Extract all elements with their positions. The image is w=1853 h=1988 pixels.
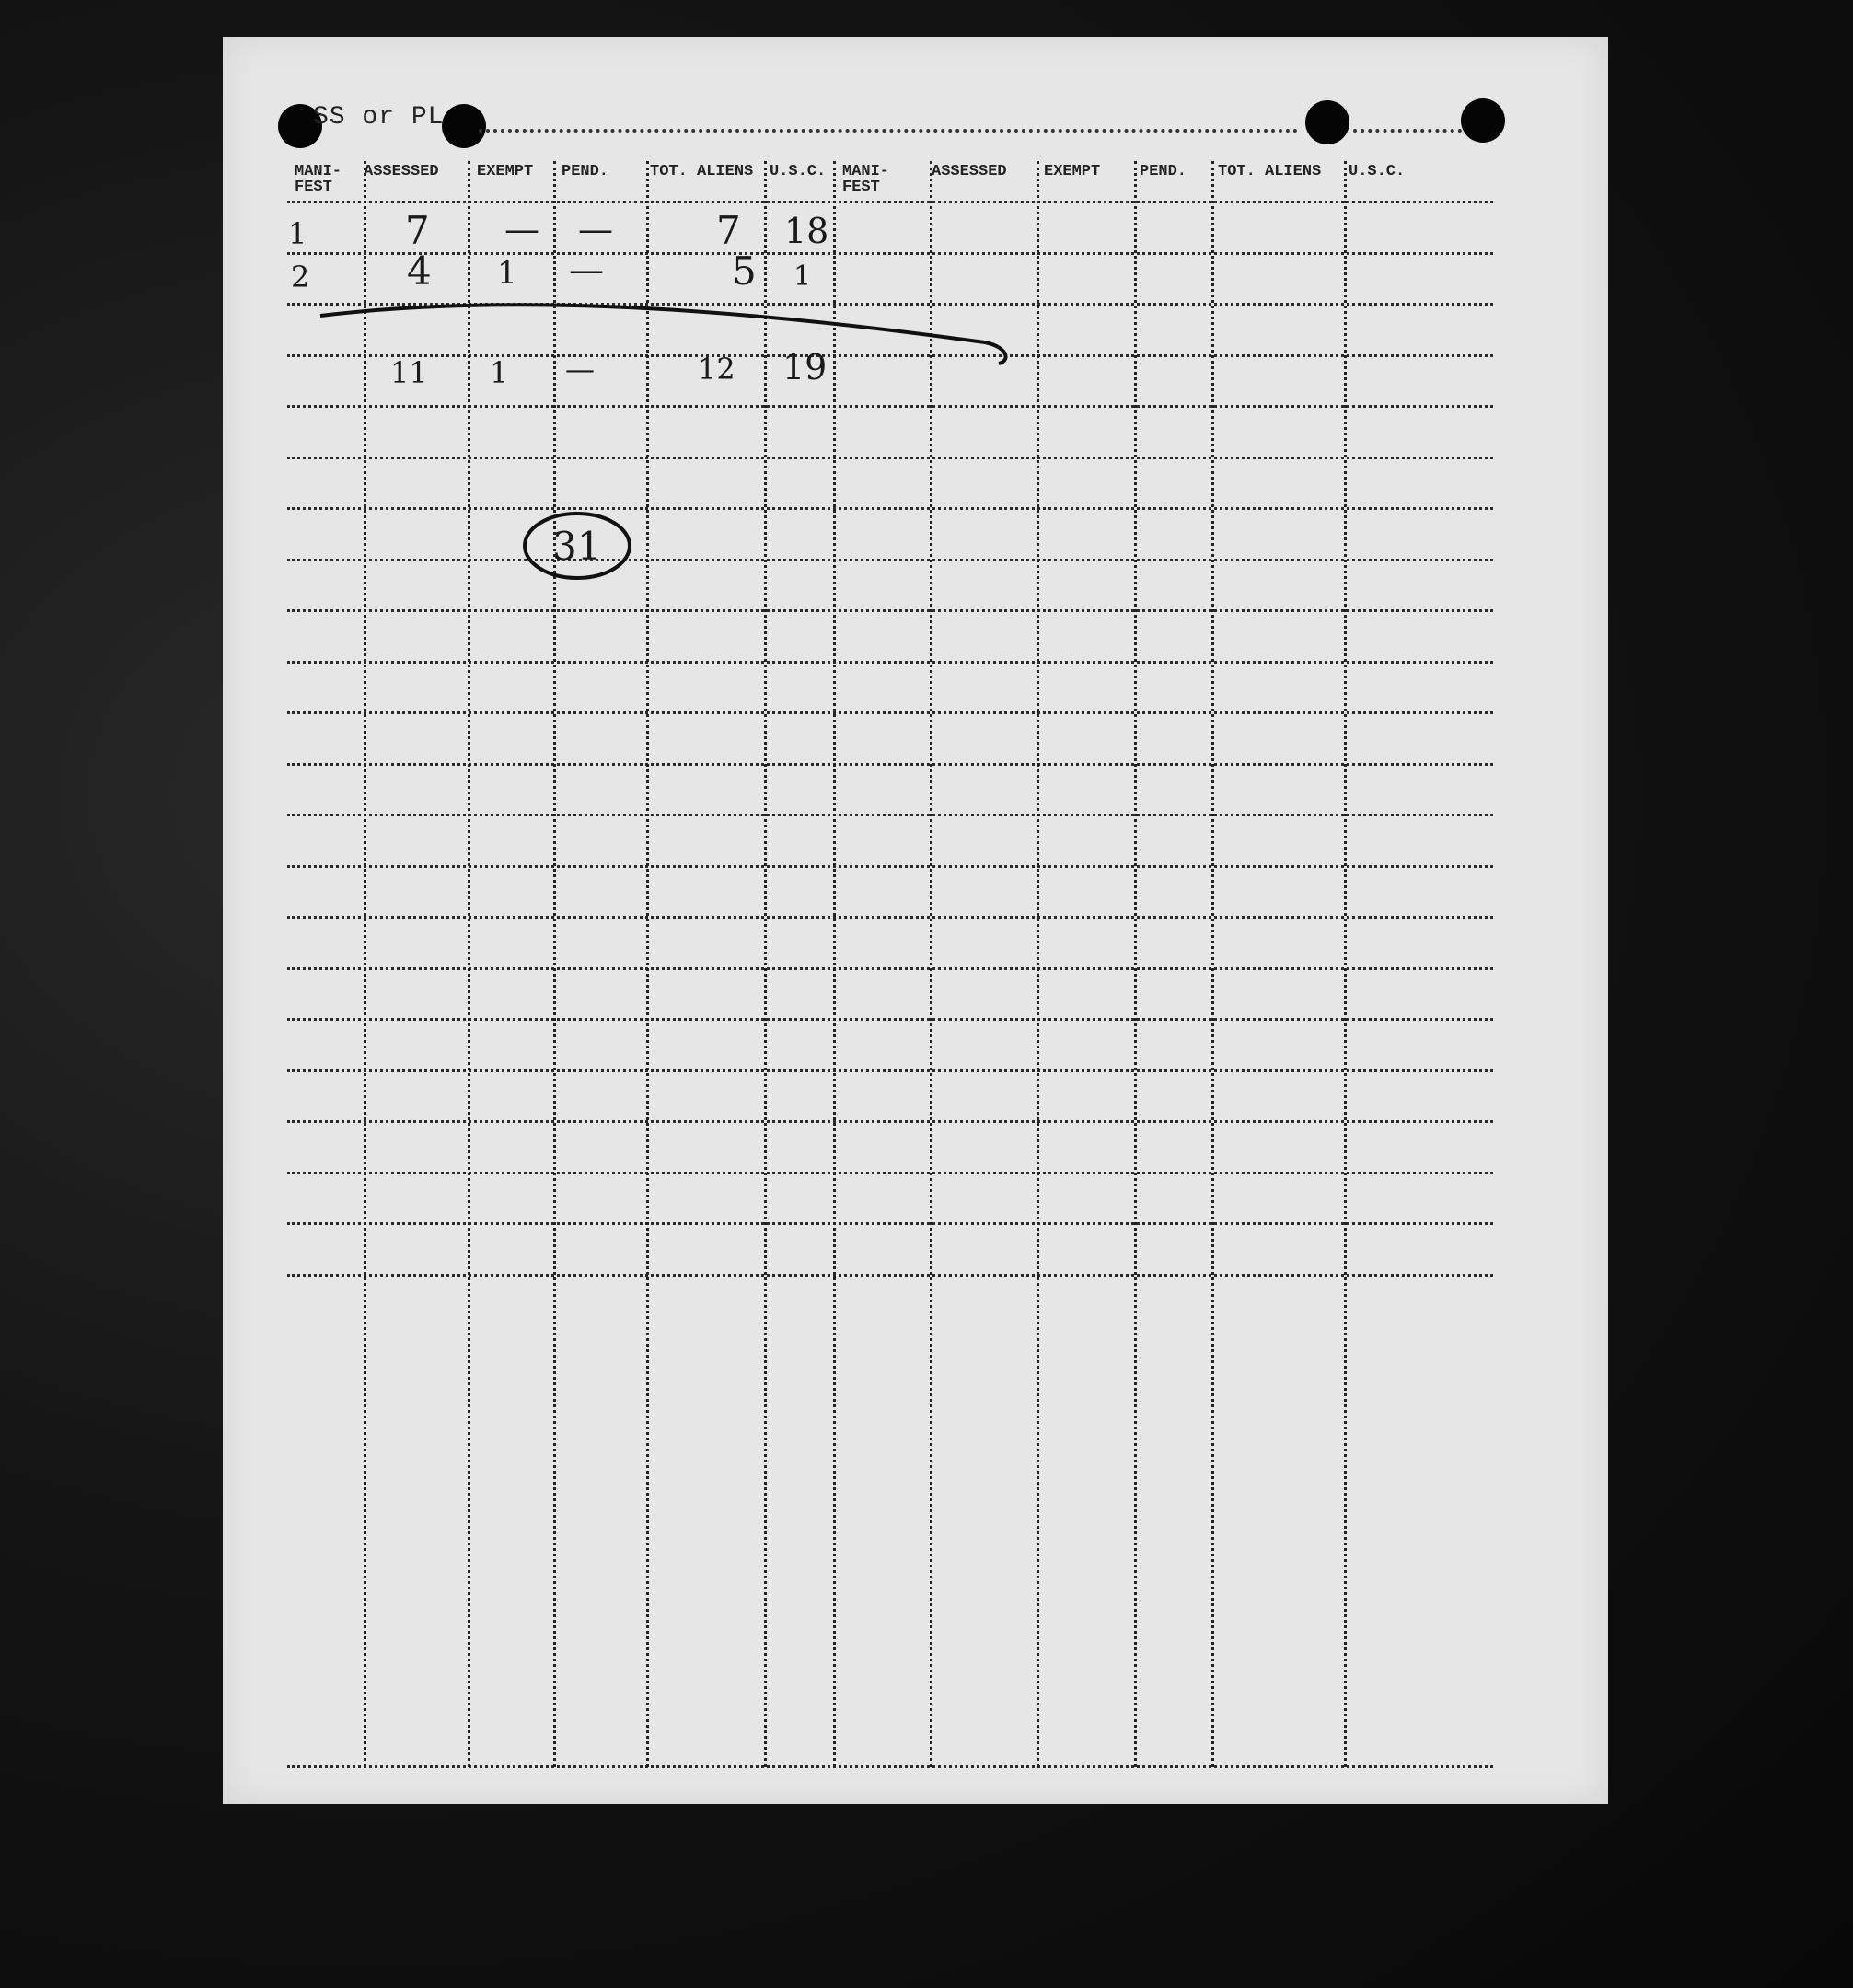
row2-exempt: 1 (497, 255, 517, 292)
row2-usc: 1 (793, 260, 812, 293)
total-pend: — (565, 352, 595, 387)
row2-pend: — (569, 249, 604, 290)
total-tot-aliens: 12 (698, 352, 735, 387)
col-header-manifest-1: MANI- FEST (295, 163, 342, 196)
col-header-exempt-1: EXEMPT (477, 163, 534, 180)
col-header-usc-2: U.S.C. (1349, 163, 1406, 180)
row2-assessed: 4 (407, 248, 432, 294)
total-usc: 19 (782, 347, 828, 387)
col-header-assessed-1: ASSESSED (364, 163, 439, 180)
col-header-pend-1: PEND. (562, 163, 609, 180)
grand-total: 31 (552, 524, 602, 569)
col-header-pend-2: PEND. (1140, 163, 1187, 180)
col-header-manifest-2: MANI- FEST (842, 163, 890, 196)
total-underline (320, 305, 1006, 364)
row2-manifest: 2 (291, 260, 310, 295)
row1-usc: 18 (784, 211, 829, 251)
form-label: SS or PL (313, 103, 445, 132)
total-assessed: 11 (390, 355, 428, 390)
total-exempt: 1 (490, 355, 509, 390)
col-header-tot-aliens-2: TOT. ALIENS (1218, 163, 1322, 180)
col-header-exempt-2: EXEMPT (1044, 163, 1101, 180)
grand-total-circle (525, 514, 630, 578)
row1-assessed: 7 (405, 208, 430, 253)
row1-exempt: — (504, 209, 539, 249)
col-header-assessed-2: ASSESSED (932, 163, 1007, 180)
row1-pend: — (578, 209, 613, 249)
row1-tot-aliens: 7 (716, 208, 741, 253)
col-header-usc-1: U.S.C. (770, 163, 827, 180)
col-header-tot-aliens-1: TOT. ALIENS (650, 163, 754, 180)
row2-tot-aliens: 5 (732, 248, 757, 294)
row1-manifest: 1 (288, 216, 307, 251)
